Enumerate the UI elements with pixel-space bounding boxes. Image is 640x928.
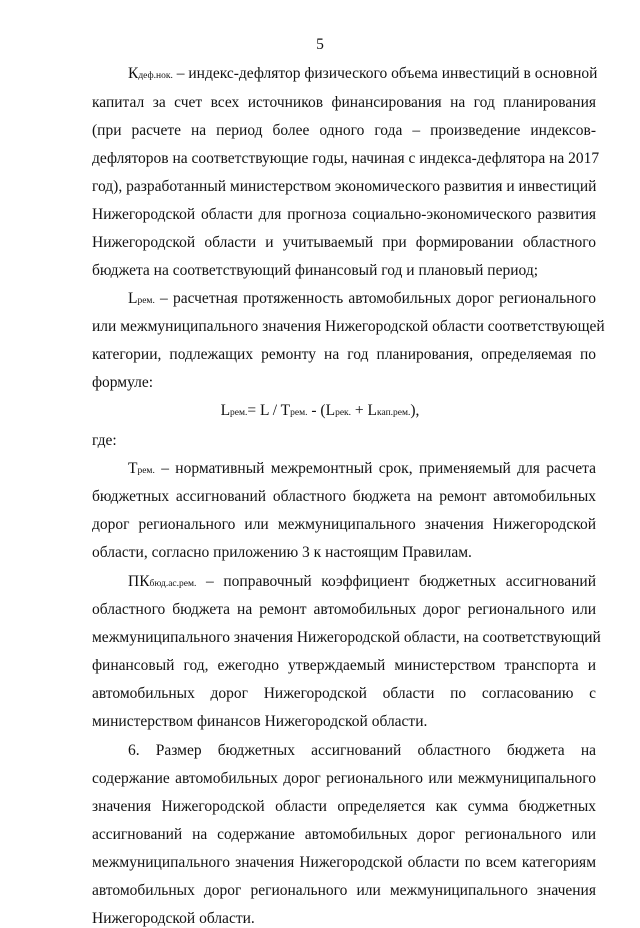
paragraph-t-line-4: области, согласно приложению 3 к настоящим Правилам.	[92, 544, 472, 561]
paragraph-6-line-1: 6. Размер бюджетных ассигнований областного бюджета на	[128, 742, 596, 759]
paragraph-pk-line-6: министерством финансов Нижегородской области.	[92, 713, 428, 730]
where-label: где:	[92, 432, 117, 449]
paragraph-6-line-7: Нижегородской области.	[92, 910, 255, 927]
paragraph-pk-line-4: финансовый год, ежегодно утверждаемый министерством транспорта и	[92, 657, 596, 674]
paragraph-6-line-2: содержание автомобильных дорог регионального или межмуниципального	[92, 770, 596, 787]
paragraph-l-line-4: формуле:	[92, 374, 154, 391]
paragraph-6-line-6: автомобильных дорог регионального или межмуниципального значения	[92, 882, 596, 899]
paragraph-6-line-4: ассигнований на содержание автомобильных дорог регионального или	[92, 826, 596, 843]
paragraph-k-line-8: бюджета на соответствующий финансовый год и плановый период;	[92, 262, 539, 279]
paragraph-k-line-3: (при расчете на период более одного года – произведение индексов-	[92, 122, 596, 139]
paragraph-l-line-3: категории, подлежащих ремонту на год планирования, определяемая по	[92, 346, 596, 363]
paragraph-t-line-2: бюджетных ассигнований областного бюджета на ремонт автомобильных	[92, 488, 596, 505]
page-number: 5	[316, 36, 324, 53]
paragraph-6-line-3: значения Нижегородской области определяется как сумма бюджетных	[92, 798, 596, 815]
formula: Lрем.= L / Tрем. - (Lрек. + Lкап.рем.),	[220, 402, 420, 419]
paragraph-pk-line-5: автомобильных дорог Нижегородской области по согласованию с	[92, 685, 596, 702]
paragraph-pk-line-3: межмуниципального значения Нижегородской области, на соответствующий	[92, 629, 601, 646]
paragraph-k-line-2: капитал за счет всех источников финансирования на год планирования	[92, 94, 596, 111]
paragraph-l-line-1: Lрем. – расчетная протяженность автомобильных дорог регионального	[128, 290, 596, 307]
paragraph-6-line-5: межмуниципального значения Нижегородской области по всем категориям	[92, 854, 596, 871]
paragraph-t-line-3: дорог регионального или межмуниципального значения Нижегородской	[92, 516, 596, 533]
paragraph-k-line-4: дефляторов на соответствующие годы, начиная с индекса-дефлятора на 2017	[92, 150, 600, 167]
paragraph-k-line-7: Нижегородской области и учитываемый при формировании областного	[92, 234, 596, 251]
paragraph-pk-line-2: областного бюджета на ремонт автомобильных дорог регионального или	[92, 601, 596, 618]
paragraph-l-line-2: или межмуниципального значения Нижегородской области соответствующей	[92, 318, 605, 335]
paragraph-k-line-6: Нижегородской области для прогноза социально-экономического развития	[92, 206, 596, 223]
paragraph-k-line-5: год), разработанный министерством экономического развития и инвестиций	[92, 178, 597, 195]
paragraph-pk-line-1: ПКбюд.ас.рем. – поправочный коэффициент бюджетных ассигнований	[128, 573, 596, 590]
paragraph-k-line-1: Кдеф.нок. – индекс-дефлятор физического объема инвестиций в основной	[128, 65, 598, 82]
paragraph-t-line-1: Tрем. – нормативный межремонтный срок, применяемый для расчета	[128, 460, 596, 477]
